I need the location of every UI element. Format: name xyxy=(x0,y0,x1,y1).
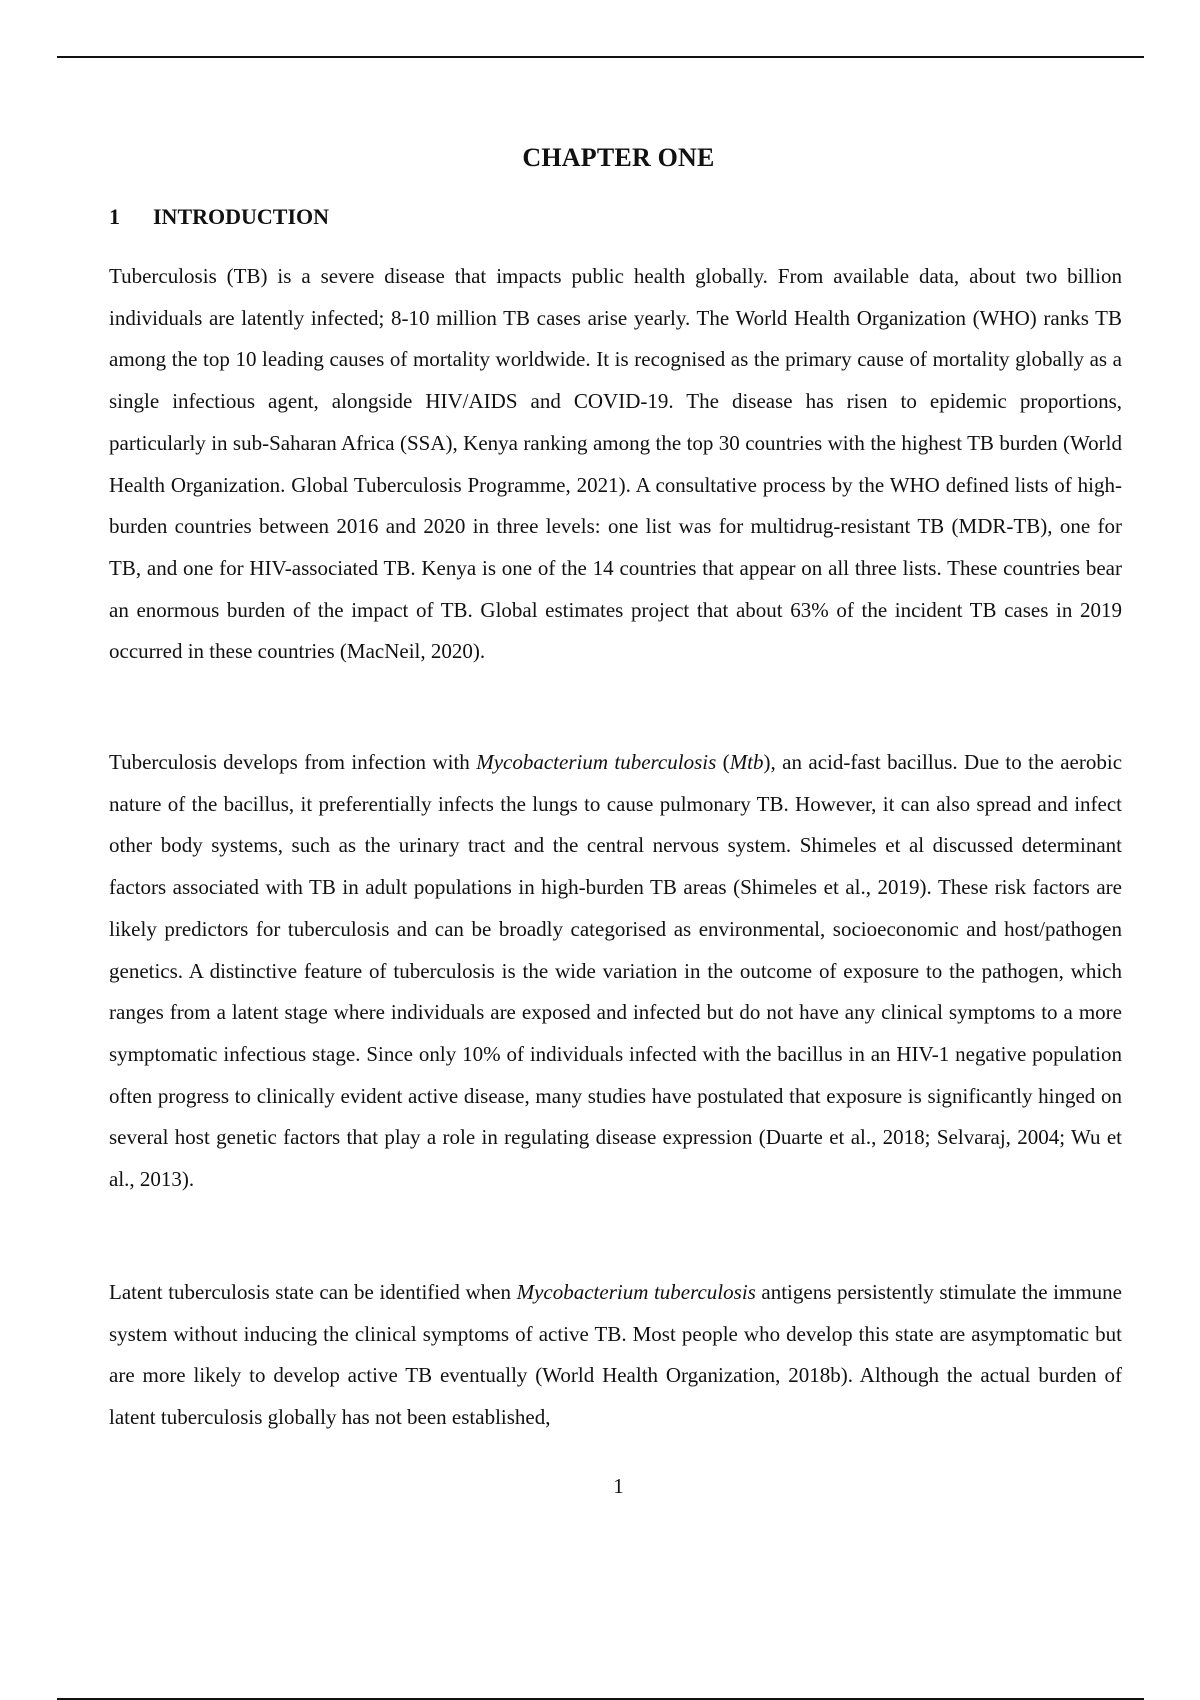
paragraph-text xyxy=(109,256,1122,673)
section-number: 1 xyxy=(109,204,120,229)
italic-term: Mtb xyxy=(729,750,764,774)
italic-term: Mycobacterium tuberculosis xyxy=(476,750,717,774)
text-run: antigens persistently stimulate the immune system without inducing the clinical symptoms of active TB. Most people who develop this state are asymptomatic but are more likely to develop active TB eventually (World Health Organization, 2018b). Although the actual burden of latent tuberculosis globally has not been established, xyxy=(109,1280,1122,1430)
text-run: ), an acid-fast bacillus. Due to the aerobic nature of the bacillus, it preferentially infects the lungs to cause pulmonary TB. However, it can also spread and infect other body systems, such as the urinary tract and the central nervous system. Shimeles et al discussed determinant factors associated with TB in adult populations in high-burden TB areas (Shimeles et al., 2019). These risk factors are likely predictors for tuberculosis and can be broadly categorised as environmental, socioeconomic and host/pathogen genetics. A distinctive feature of tuberculosis is the wide variation in the outcome of exposure to the pathogen, which ranges from a latent stage where individuals are exposed and infected but do not have any clinical symptoms to a more symptomatic infectious stage. Since only 10% of individuals infected with the bacillus in an HIV-1 negative population often progress to clinically evident active disease, many studies have postulated that exposure is significantly hinged on several host genetic factors that play a role in regulating disease expression (Duarte et al., 2018; Selvaraj, 2004; Wu et al., 2013). xyxy=(109,750,1123,1192)
text-run: Latent tuberculosis state can be identified when xyxy=(109,1280,517,1304)
paragraph-3 xyxy=(109,1272,1122,1439)
paragraph-text xyxy=(109,742,1122,1201)
text-run: Tuberculosis (TB) is a severe disease that impacts public health globally. From available data, about two billion individuals are latently infected; 8-10 million TB cases arise yearly. The World Health Organization (WHO) ranks TB among the top 10 leading causes of mortality worldwide. It is recognised as the primary cause of mortality globally as a single infectious agent, alongside HIV/AIDS and COVID-19. The disease has risen to epidemic proportions, particularly in sub-Saharan Africa (SSA), Kenya ranking among the top 30 countries with the highest TB burden (World Health Organization. Global Tuberculosis Programme, 2021). A consultative process by the WHO defined lists of high-burden countries between 2016 and 2020 in three levels: one list was for multidrug-resistant TB (MDR-TB), one for TB, and one for HIV-associated TB. Kenya is one of the 14 countries that appear on all three lists. These countries bear an enormous burden of the impact of TB. Global estimates project that about 63% of the incident TB cases in 2019 occurred in these countries (MacNeil, 2020). xyxy=(109,264,1122,664)
text-run: Tuberculosis develops from infection with xyxy=(109,750,477,774)
paragraph-text xyxy=(109,1272,1122,1439)
italic-term: Mycobacterium tuberculosis xyxy=(516,1280,756,1304)
chapter-title: CHAPTER ONE xyxy=(522,143,715,172)
text-run: ( xyxy=(716,750,730,774)
paragraph-1 xyxy=(109,256,1122,673)
paragraph-2 xyxy=(109,742,1122,1201)
section-heading xyxy=(109,204,329,230)
section-title: INTRODUCTION xyxy=(153,204,330,229)
page-number: 1 xyxy=(613,1474,624,1498)
header-rule xyxy=(57,56,1144,58)
